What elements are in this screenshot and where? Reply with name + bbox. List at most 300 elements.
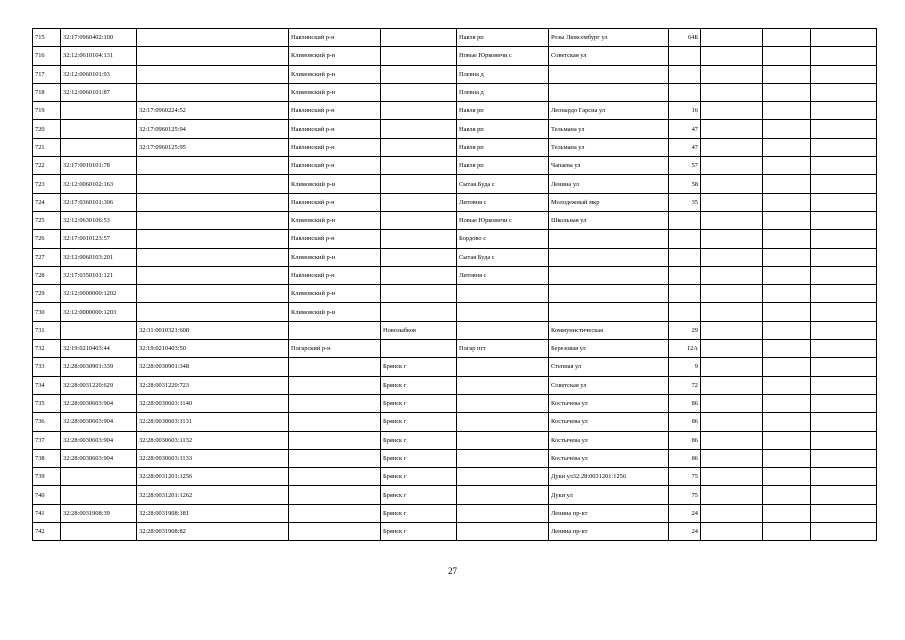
table-row bbox=[33, 523, 877, 541]
city-cell: Брянск г bbox=[381, 449, 457, 467]
row-number-cell: 737 bbox=[33, 431, 61, 449]
row-number-cell: 733 bbox=[33, 358, 61, 376]
house-number-cell: 47 bbox=[669, 120, 701, 138]
table-row bbox=[33, 376, 877, 394]
house-number-cell bbox=[669, 248, 701, 266]
page-number: 27 bbox=[448, 566, 457, 576]
parent-cadastral-number-cell bbox=[137, 83, 289, 101]
house-number-cell: 24 bbox=[669, 504, 701, 522]
street-cell: Тельмана ул bbox=[549, 138, 669, 156]
street-cell: Степная ул bbox=[549, 358, 669, 376]
settlement-cell bbox=[457, 468, 549, 486]
district-cell bbox=[289, 413, 381, 431]
extra-2-cell bbox=[763, 285, 811, 303]
parent-cadastral-number-cell bbox=[137, 47, 289, 65]
extra-1-cell bbox=[701, 138, 763, 156]
settlement-cell: Навля рп bbox=[457, 102, 549, 120]
district-cell: Навлинский р-н bbox=[289, 120, 381, 138]
cadastral-number-cell bbox=[61, 138, 137, 156]
cadastral-number-cell: 32:12:0610104:131 bbox=[61, 47, 137, 65]
street-cell: Березовая ул bbox=[549, 340, 669, 358]
row-number-cell: 740 bbox=[33, 486, 61, 504]
extra-3-cell bbox=[811, 65, 877, 83]
cadastral-number-cell: 32:17:0360101:306 bbox=[61, 193, 137, 211]
extra-3-cell bbox=[811, 47, 877, 65]
parent-cadastral-number-cell: 32:17:0960224:52 bbox=[137, 102, 289, 120]
street-cell: Дуки ул bbox=[549, 486, 669, 504]
house-number-cell: 86 bbox=[669, 413, 701, 431]
city-cell: Брянск г bbox=[381, 376, 457, 394]
extra-2-cell bbox=[763, 303, 811, 321]
city-cell: Брянск г bbox=[381, 523, 457, 541]
settlement-cell bbox=[457, 504, 549, 522]
house-number-cell: 12А bbox=[669, 340, 701, 358]
extra-2-cell bbox=[763, 266, 811, 284]
house-number-cell bbox=[669, 211, 701, 229]
city-cell bbox=[381, 138, 457, 156]
street-cell bbox=[549, 248, 669, 266]
extra-3-cell bbox=[811, 285, 877, 303]
settlement-cell bbox=[457, 523, 549, 541]
city-cell bbox=[381, 157, 457, 175]
city-cell bbox=[381, 175, 457, 193]
house-number-cell: 24 bbox=[669, 523, 701, 541]
house-number-cell: 35 bbox=[669, 193, 701, 211]
row-number-cell: 720 bbox=[33, 120, 61, 138]
settlement-cell bbox=[457, 431, 549, 449]
table-row bbox=[33, 321, 877, 339]
extra-1-cell bbox=[701, 486, 763, 504]
row-number-cell: 736 bbox=[33, 413, 61, 431]
extra-1-cell bbox=[701, 449, 763, 467]
district-cell bbox=[289, 468, 381, 486]
row-number-cell: 728 bbox=[33, 266, 61, 284]
row-number-cell: 715 bbox=[33, 29, 61, 47]
extra-3-cell bbox=[811, 358, 877, 376]
street-cell: Чапаева ул bbox=[549, 157, 669, 175]
extra-1-cell bbox=[701, 211, 763, 229]
table-row bbox=[33, 248, 877, 266]
extra-1-cell bbox=[701, 376, 763, 394]
city-cell: Новозыбков bbox=[381, 321, 457, 339]
extra-2-cell bbox=[763, 65, 811, 83]
table-row bbox=[33, 102, 877, 120]
extra-3-cell bbox=[811, 303, 877, 321]
registry-table bbox=[32, 28, 877, 541]
district-cell bbox=[289, 431, 381, 449]
extra-1-cell bbox=[701, 504, 763, 522]
parent-cadastral-number-cell bbox=[137, 285, 289, 303]
street-cell: Молодежный мкр bbox=[549, 193, 669, 211]
parent-cadastral-number-cell bbox=[137, 175, 289, 193]
cadastral-number-cell: 32:28:0031220:629 bbox=[61, 376, 137, 394]
street-cell: Коммунистическая bbox=[549, 321, 669, 339]
settlement-cell: Навля рп bbox=[457, 29, 549, 47]
street-cell: Костычева ул bbox=[549, 449, 669, 467]
extra-2-cell bbox=[763, 376, 811, 394]
settlement-cell bbox=[457, 376, 549, 394]
extra-2-cell bbox=[763, 431, 811, 449]
house-number-cell bbox=[669, 83, 701, 101]
settlement-cell: Навля рп bbox=[457, 157, 549, 175]
street-cell: Школьная ул bbox=[549, 211, 669, 229]
extra-2-cell bbox=[763, 102, 811, 120]
row-number-cell: 718 bbox=[33, 83, 61, 101]
settlement-cell: Сытая Буда с bbox=[457, 248, 549, 266]
extra-2-cell bbox=[763, 138, 811, 156]
parent-cadastral-number-cell bbox=[137, 266, 289, 284]
cadastral-number-cell: 32:12:0060101:93 bbox=[61, 65, 137, 83]
table-row bbox=[33, 449, 877, 467]
row-number-cell: 735 bbox=[33, 394, 61, 412]
table-row bbox=[33, 431, 877, 449]
parent-cadastral-number-cell: 32:28:0031220:723 bbox=[137, 376, 289, 394]
settlement-cell bbox=[457, 321, 549, 339]
city-cell bbox=[381, 47, 457, 65]
street-cell: Костычева ул bbox=[549, 431, 669, 449]
cadastral-number-cell: 32:17:0010123:57 bbox=[61, 230, 137, 248]
parent-cadastral-number-cell bbox=[137, 303, 289, 321]
house-number-cell: 86 bbox=[669, 449, 701, 467]
city-cell: Брянск г bbox=[381, 413, 457, 431]
district-cell: Климовский р-н bbox=[289, 83, 381, 101]
extra-1-cell bbox=[701, 175, 763, 193]
district-cell: Климовский р-н bbox=[289, 211, 381, 229]
city-cell: Брянск г bbox=[381, 431, 457, 449]
table-row bbox=[33, 340, 877, 358]
extra-3-cell bbox=[811, 431, 877, 449]
cadastral-number-cell bbox=[61, 321, 137, 339]
row-number-cell: 729 bbox=[33, 285, 61, 303]
extra-3-cell bbox=[811, 413, 877, 431]
cadastral-number-cell: 32:19:0210403:44 bbox=[61, 340, 137, 358]
house-number-cell: 64Б bbox=[669, 29, 701, 47]
street-cell: Розы Люксембург ул bbox=[549, 29, 669, 47]
extra-2-cell bbox=[763, 523, 811, 541]
extra-3-cell bbox=[811, 157, 877, 175]
district-cell: Климовский р-н bbox=[289, 65, 381, 83]
extra-3-cell bbox=[811, 211, 877, 229]
city-cell bbox=[381, 285, 457, 303]
cadastral-number-cell bbox=[61, 120, 137, 138]
row-number-cell: 732 bbox=[33, 340, 61, 358]
cadastral-number-cell: 32:17:0960402:100 bbox=[61, 29, 137, 47]
cadastral-number-cell bbox=[61, 523, 137, 541]
extra-3-cell bbox=[811, 193, 877, 211]
house-number-cell bbox=[669, 230, 701, 248]
extra-1-cell bbox=[701, 230, 763, 248]
parent-cadastral-number-cell bbox=[137, 230, 289, 248]
parent-cadastral-number-cell: 32:28:0030603:1133 bbox=[137, 449, 289, 467]
cadastral-number-cell: 32:12:0060102:163 bbox=[61, 175, 137, 193]
extra-2-cell bbox=[763, 248, 811, 266]
extra-1-cell bbox=[701, 468, 763, 486]
street-cell: Дуки ул32:28:0031201:1256 bbox=[549, 468, 669, 486]
cadastral-number-cell: 32:28:0030603:904 bbox=[61, 431, 137, 449]
district-cell: Навлинский р-н bbox=[289, 230, 381, 248]
house-number-cell: 86 bbox=[669, 431, 701, 449]
row-number-cell: 738 bbox=[33, 449, 61, 467]
street-cell: Ленина ул bbox=[549, 175, 669, 193]
street-cell bbox=[549, 285, 669, 303]
parent-cadastral-number-cell: 32:28:0031908:82 bbox=[137, 523, 289, 541]
city-cell: Брянск г bbox=[381, 468, 457, 486]
district-cell: Климовский р-н bbox=[289, 248, 381, 266]
row-number-cell: 741 bbox=[33, 504, 61, 522]
extra-3-cell bbox=[811, 449, 877, 467]
extra-3-cell bbox=[811, 376, 877, 394]
row-number-cell: 730 bbox=[33, 303, 61, 321]
extra-1-cell bbox=[701, 47, 763, 65]
city-cell bbox=[381, 193, 457, 211]
cadastral-number-cell: 32:12:0060103:201 bbox=[61, 248, 137, 266]
row-number-cell: 727 bbox=[33, 248, 61, 266]
parent-cadastral-number-cell: 32:28:0031908:181 bbox=[137, 504, 289, 522]
house-number-cell: 72 bbox=[669, 376, 701, 394]
table-row bbox=[33, 193, 877, 211]
parent-cadastral-number-cell: 32:19:0210403:50 bbox=[137, 340, 289, 358]
city-cell: Брянск г bbox=[381, 486, 457, 504]
parent-cadastral-number-cell: 32:28:0030603:1132 bbox=[137, 431, 289, 449]
cadastral-number-cell: 32:28:0030603:904 bbox=[61, 394, 137, 412]
settlement-cell bbox=[457, 486, 549, 504]
extra-1-cell bbox=[701, 321, 763, 339]
extra-3-cell bbox=[811, 138, 877, 156]
row-number-cell: 731 bbox=[33, 321, 61, 339]
extra-1-cell bbox=[701, 83, 763, 101]
street-cell: Ленина пр-кт bbox=[549, 504, 669, 522]
cadastral-number-cell: 32:28:0030603:904 bbox=[61, 413, 137, 431]
row-number-cell: 725 bbox=[33, 211, 61, 229]
street-cell: Леонардо Гарсиа ул bbox=[549, 102, 669, 120]
table-row bbox=[33, 230, 877, 248]
settlement-cell: Плевна д bbox=[457, 65, 549, 83]
settlement-cell: Новые Юрковичи с bbox=[457, 47, 549, 65]
city-cell bbox=[381, 102, 457, 120]
extra-3-cell bbox=[811, 102, 877, 120]
district-cell: Климовский р-н bbox=[289, 175, 381, 193]
table-row bbox=[33, 468, 877, 486]
extra-2-cell bbox=[763, 175, 811, 193]
house-number-cell: 57 bbox=[669, 157, 701, 175]
extra-3-cell bbox=[811, 83, 877, 101]
house-number-cell: 16 bbox=[669, 102, 701, 120]
table-row bbox=[33, 138, 877, 156]
settlement-cell: Навля рп bbox=[457, 120, 549, 138]
extra-1-cell bbox=[701, 523, 763, 541]
district-cell bbox=[289, 394, 381, 412]
settlement-cell bbox=[457, 303, 549, 321]
table-row bbox=[33, 157, 877, 175]
table-row bbox=[33, 29, 877, 47]
cadastral-number-cell: 32:28:0031908:39 bbox=[61, 504, 137, 522]
cadastral-number-cell: 32:28:0030603:904 bbox=[61, 449, 137, 467]
settlement-cell bbox=[457, 285, 549, 303]
house-number-cell: 9 bbox=[669, 358, 701, 376]
cadastral-number-cell: 32:28:0030901:339 bbox=[61, 358, 137, 376]
row-number-cell: 724 bbox=[33, 193, 61, 211]
house-number-cell bbox=[669, 303, 701, 321]
settlement-cell: Бордово с bbox=[457, 230, 549, 248]
house-number-cell bbox=[669, 285, 701, 303]
parent-cadastral-number-cell: 32:28:0030603:1131 bbox=[137, 413, 289, 431]
extra-1-cell bbox=[701, 340, 763, 358]
extra-3-cell bbox=[811, 120, 877, 138]
parent-cadastral-number-cell bbox=[137, 248, 289, 266]
house-number-cell: 75 bbox=[669, 486, 701, 504]
table-row bbox=[33, 303, 877, 321]
extra-1-cell bbox=[701, 358, 763, 376]
extra-2-cell bbox=[763, 29, 811, 47]
parent-cadastral-number-cell: 32:28:0030901:348 bbox=[137, 358, 289, 376]
house-number-cell: 58 bbox=[669, 175, 701, 193]
city-cell: Брянск г bbox=[381, 358, 457, 376]
district-cell bbox=[289, 523, 381, 541]
house-number-cell: 47 bbox=[669, 138, 701, 156]
city-cell bbox=[381, 340, 457, 358]
extra-2-cell bbox=[763, 340, 811, 358]
extra-1-cell bbox=[701, 102, 763, 120]
parent-cadastral-number-cell: 32:28:0031201:1262 bbox=[137, 486, 289, 504]
house-number-cell: 29 bbox=[669, 321, 701, 339]
cadastral-number-cell: 32:12:0000000:1202 bbox=[61, 285, 137, 303]
city-cell bbox=[381, 65, 457, 83]
row-number-cell: 717 bbox=[33, 65, 61, 83]
table-row bbox=[33, 413, 877, 431]
house-number-cell: 75 bbox=[669, 468, 701, 486]
row-number-cell: 739 bbox=[33, 468, 61, 486]
district-cell bbox=[289, 358, 381, 376]
settlement-cell: Литовня с bbox=[457, 266, 549, 284]
extra-3-cell bbox=[811, 523, 877, 541]
extra-1-cell bbox=[701, 29, 763, 47]
row-number-cell: 742 bbox=[33, 523, 61, 541]
extra-3-cell bbox=[811, 468, 877, 486]
row-number-cell: 722 bbox=[33, 157, 61, 175]
city-cell bbox=[381, 211, 457, 229]
extra-1-cell bbox=[701, 431, 763, 449]
district-cell: Климовский р-н bbox=[289, 285, 381, 303]
table-row bbox=[33, 175, 877, 193]
extra-2-cell bbox=[763, 394, 811, 412]
table-row bbox=[33, 83, 877, 101]
city-cell bbox=[381, 29, 457, 47]
cadastral-number-cell: 32:17:0010101:78 bbox=[61, 157, 137, 175]
parent-cadastral-number-cell bbox=[137, 157, 289, 175]
city-cell bbox=[381, 303, 457, 321]
extra-1-cell bbox=[701, 413, 763, 431]
parent-cadastral-number-cell: 32:28:0030603:1140 bbox=[137, 394, 289, 412]
table-body bbox=[33, 29, 877, 541]
district-cell: Погарский р-н bbox=[289, 340, 381, 358]
street-cell bbox=[549, 266, 669, 284]
extra-2-cell bbox=[763, 468, 811, 486]
district-cell bbox=[289, 486, 381, 504]
parent-cadastral-number-cell: 32:28:0031201:1256 bbox=[137, 468, 289, 486]
settlement-cell: Навля рп bbox=[457, 138, 549, 156]
parent-cadastral-number-cell: 32:31:0010321:608 bbox=[137, 321, 289, 339]
cadastral-number-cell: 32:17:0350101:121 bbox=[61, 266, 137, 284]
extra-2-cell bbox=[763, 486, 811, 504]
extra-3-cell bbox=[811, 230, 877, 248]
row-number-cell: 726 bbox=[33, 230, 61, 248]
extra-2-cell bbox=[763, 230, 811, 248]
extra-1-cell bbox=[701, 248, 763, 266]
city-cell bbox=[381, 83, 457, 101]
extra-2-cell bbox=[763, 157, 811, 175]
row-number-cell: 734 bbox=[33, 376, 61, 394]
extra-2-cell bbox=[763, 211, 811, 229]
street-cell: Костычева ул bbox=[549, 394, 669, 412]
parent-cadastral-number-cell: 32:17:0960125:95 bbox=[137, 138, 289, 156]
city-cell bbox=[381, 120, 457, 138]
settlement-cell: Погар пгт bbox=[457, 340, 549, 358]
extra-1-cell bbox=[701, 303, 763, 321]
street-cell bbox=[549, 65, 669, 83]
extra-2-cell bbox=[763, 120, 811, 138]
extra-1-cell bbox=[701, 266, 763, 284]
extra-1-cell bbox=[701, 157, 763, 175]
extra-2-cell bbox=[763, 358, 811, 376]
extra-2-cell bbox=[763, 321, 811, 339]
extra-1-cell bbox=[701, 65, 763, 83]
street-cell: Советская ул bbox=[549, 376, 669, 394]
extra-2-cell bbox=[763, 193, 811, 211]
table-row bbox=[33, 358, 877, 376]
district-cell bbox=[289, 321, 381, 339]
parent-cadastral-number-cell bbox=[137, 211, 289, 229]
extra-3-cell bbox=[811, 504, 877, 522]
extra-2-cell bbox=[763, 413, 811, 431]
parent-cadastral-number-cell bbox=[137, 193, 289, 211]
settlement-cell: Новые Юрковичи с bbox=[457, 211, 549, 229]
district-cell: Навлинский р-н bbox=[289, 193, 381, 211]
table-row bbox=[33, 285, 877, 303]
parent-cadastral-number-cell bbox=[137, 65, 289, 83]
street-cell bbox=[549, 303, 669, 321]
parent-cadastral-number-cell: 32:17:0960125:94 bbox=[137, 120, 289, 138]
district-cell bbox=[289, 504, 381, 522]
city-cell: Брянск г bbox=[381, 504, 457, 522]
settlement-cell bbox=[457, 358, 549, 376]
settlement-cell bbox=[457, 413, 549, 431]
table-row bbox=[33, 504, 877, 522]
cadastral-number-cell bbox=[61, 102, 137, 120]
district-cell bbox=[289, 449, 381, 467]
district-cell: Навлинский р-н bbox=[289, 157, 381, 175]
settlement-cell: Литовня с bbox=[457, 193, 549, 211]
district-cell bbox=[289, 376, 381, 394]
cadastral-number-cell bbox=[61, 468, 137, 486]
extra-2-cell bbox=[763, 504, 811, 522]
table-row bbox=[33, 266, 877, 284]
extra-1-cell bbox=[701, 285, 763, 303]
extra-2-cell bbox=[763, 449, 811, 467]
extra-3-cell bbox=[811, 248, 877, 266]
table-row bbox=[33, 47, 877, 65]
settlement-cell: Плевна д bbox=[457, 83, 549, 101]
street-cell: Тельмана ул bbox=[549, 120, 669, 138]
cadastral-number-cell: 32:12:0000000:1203 bbox=[61, 303, 137, 321]
settlement-cell bbox=[457, 449, 549, 467]
table-row bbox=[33, 65, 877, 83]
street-cell: Костычева ул bbox=[549, 413, 669, 431]
table-row bbox=[33, 394, 877, 412]
city-cell bbox=[381, 230, 457, 248]
street-cell: Ленина пр-кт bbox=[549, 523, 669, 541]
house-number-cell bbox=[669, 47, 701, 65]
cadastral-number-cell bbox=[61, 486, 137, 504]
